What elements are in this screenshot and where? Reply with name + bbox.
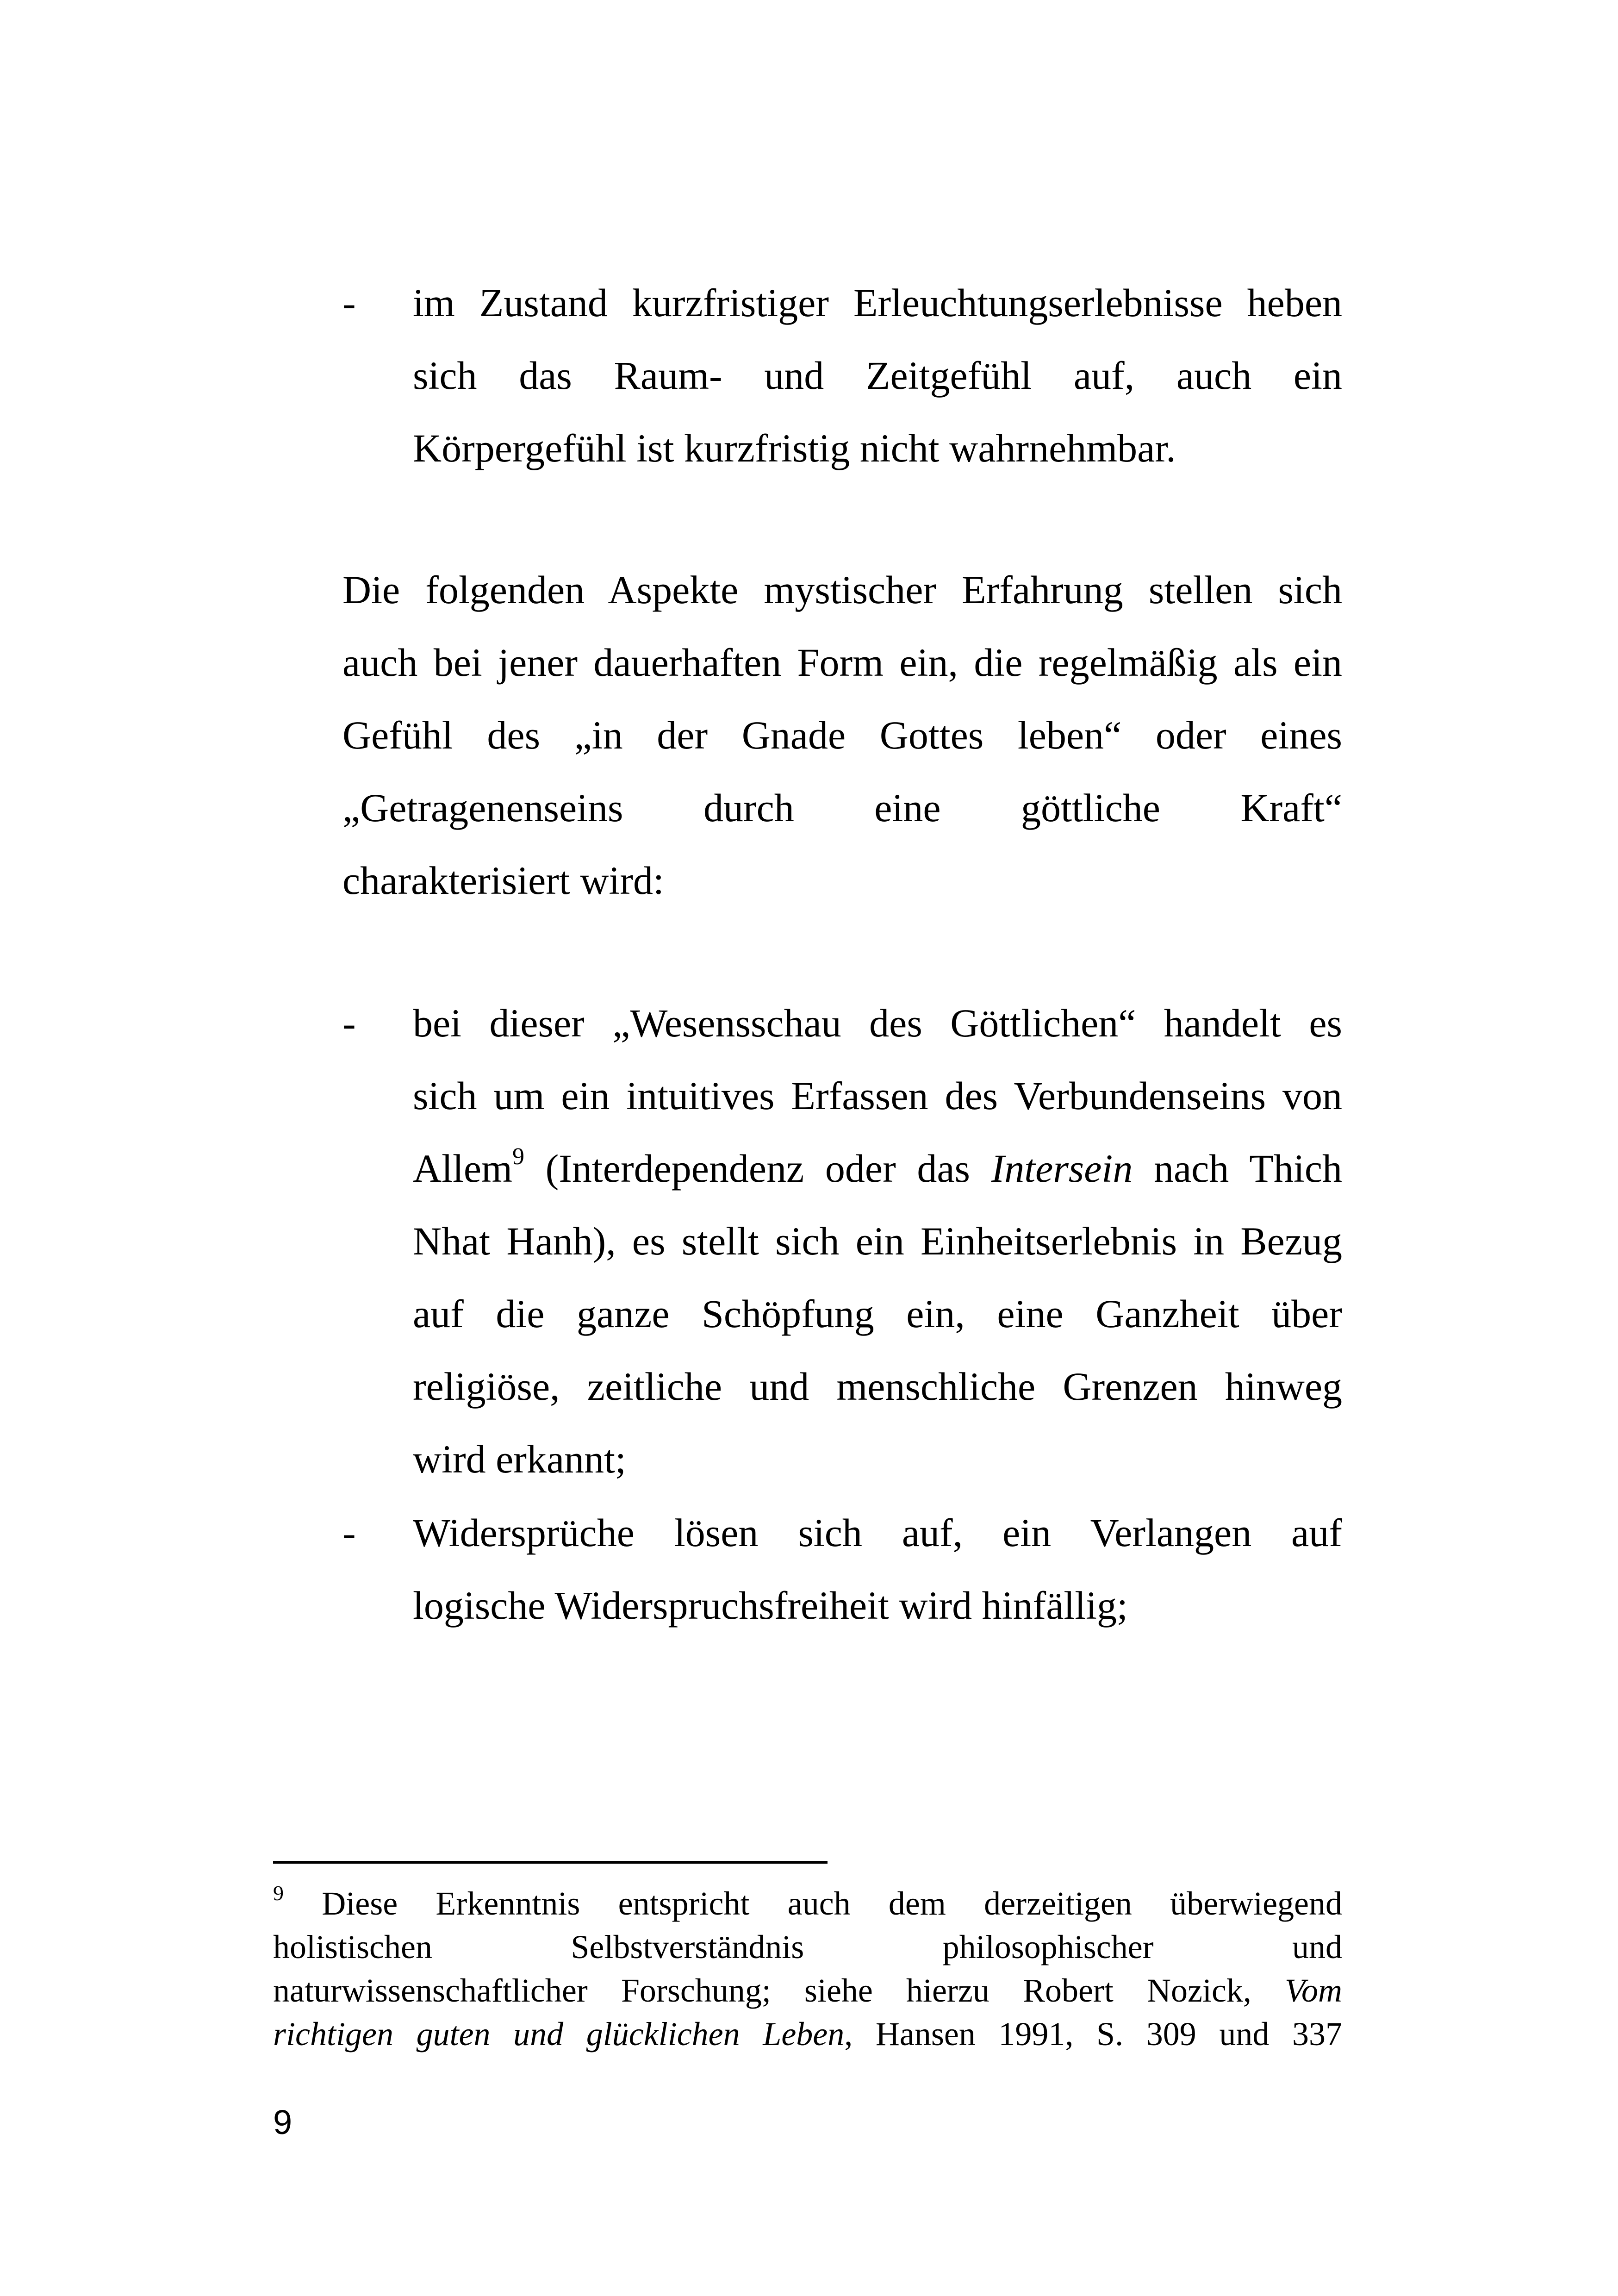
bullet-2-line-6: religiöse, zeitliche und menschliche Grenzen hinweg (413, 1364, 1342, 1409)
footnote (273, 1882, 1342, 2056)
paragraph-line-3: Gefühl des „in der Gnade Gottes leben“ oder eines (342, 713, 1342, 757)
bullet-2-line-2: sich um ein intuitives Erfassen des Verbundenseins von (413, 1073, 1342, 1118)
bullet-1-line-2: sich das Raum- und Zeitgefühl auf, auch ein (413, 353, 1342, 398)
bullet-dash: - (342, 281, 356, 325)
text-fragment: Allem (413, 1146, 512, 1191)
bullet-item-1 (342, 267, 1342, 485)
bullet-1-line-1: im Zustand kurzfristiger Erleuchtungserlebnisse heben (413, 281, 1342, 325)
book-title-part: richtigen guten und glücklichen Leben (273, 2015, 845, 2053)
text-fragment: (Interdependenz oder das (524, 1146, 991, 1191)
bullet-3-line-2: logische Widerspruchsfreiheit wird hinfällig; (413, 1583, 1128, 1628)
bullet-2-line-1: bei dieser „Wesensschau des Göttlichen“ handelt es (413, 1001, 1342, 1045)
bullet-dash: - (342, 1510, 356, 1555)
footnote-line-3 (273, 1969, 1342, 2012)
footnote-line-2: holistischen Selbstverständnis philosophischer und (273, 1928, 1342, 1965)
paragraph-line-2: auch bei jener dauerhaften Form ein, die regelmäßig als ein (342, 640, 1342, 685)
bullet-2-line-3 (413, 1132, 1342, 1205)
bullet-1-line-3: Körpergefühl ist kurzfristig nicht wahrnehmbar. (413, 426, 1176, 470)
bullet-2-line-4: Nhat Hanh), es stellt sich ein Einheitserlebnis in Bezug (413, 1219, 1342, 1263)
text-fragment: naturwissenschaftlicher Forschung; siehe hierzu Robert Nozick, (273, 1972, 1285, 2009)
page-number: 9 (273, 2103, 292, 2141)
footnote-number: 9 (273, 1881, 284, 1905)
text-fragment: Diese Erkenntnis entspricht auch dem derzeitigen überwiegend (284, 1885, 1342, 1922)
bullet-item-2 (342, 987, 1342, 1496)
footnote-reference[interactable]: 9 (512, 1143, 524, 1170)
book-title-part: Vom (1285, 1972, 1342, 2009)
text-fragment: nach Thich (1133, 1146, 1342, 1191)
bullet-2-line-7: wird erkannt; (413, 1437, 626, 1481)
paragraph-line-4: „Getragenenseins durch eine göttliche Kraft“ (342, 786, 1342, 830)
text-fragment: , Hansen 1991, S. 309 und 337 (844, 2015, 1342, 2053)
paragraph-line-1: Die folgenden Aspekte mystischer Erfahrung stellen sich (342, 568, 1342, 612)
bullet-2-line-5: auf die ganze Schöpfung ein, eine Ganzheit über (413, 1292, 1342, 1336)
footnote-line-1 (273, 1882, 1342, 1925)
bullet-item-3 (342, 1497, 1342, 1642)
footnote-line-4 (273, 2012, 1342, 2056)
bullet-3-line-1: Widersprüche lösen sich auf, ein Verlangen auf (413, 1510, 1342, 1555)
footnote-separator (273, 1861, 828, 1864)
bullet-dash: - (342, 1001, 356, 1045)
body-paragraph (342, 554, 1342, 917)
paragraph-line-5: charakterisiert wird: (342, 858, 664, 903)
italic-term: Intersein (991, 1146, 1133, 1191)
